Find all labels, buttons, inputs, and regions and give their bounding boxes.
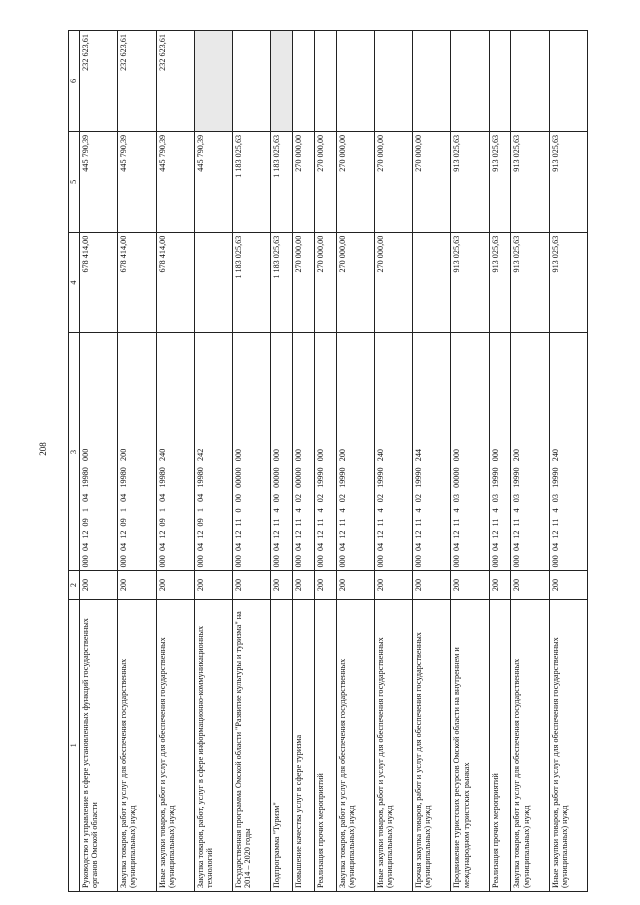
row-value-col6	[511, 31, 549, 132]
row-value-col5: 913 025,63	[451, 131, 489, 232]
row-value-col5: 913 025,63	[511, 131, 549, 232]
row-value-col6	[314, 31, 336, 132]
row-budget-code: 000 04 12 09 1 04 19980 200	[118, 333, 156, 571]
row-budget-code: 000 04 12 11 4 03 19990 000	[489, 333, 511, 571]
row-value-col4: 678 414,00	[80, 232, 118, 333]
table-row	[374, 31, 412, 892]
row-admin-code: 200	[156, 571, 194, 599]
row-admin-code: 200	[413, 571, 451, 599]
row-value-col4: 913 025,63	[489, 232, 511, 333]
table-row	[336, 31, 374, 892]
table-row	[549, 31, 587, 892]
table-row	[80, 31, 118, 892]
row-budget-code: 000 04 12 11 4 03 19990 240	[549, 333, 587, 571]
row-budget-code: 000 04 12 09 1 04 19980 242	[194, 333, 232, 571]
row-value-col5: 445 790,39	[118, 131, 156, 232]
table-row	[271, 31, 293, 892]
row-value-col5: 1 183 025,63	[271, 131, 293, 232]
row-name: Руководство и управление в сфере установленных функций государственных органов Омской области	[80, 599, 118, 891]
table-row	[156, 31, 194, 892]
row-value-col5: 445 790,39	[194, 131, 232, 232]
row-name: Прочая закупка товаров, работ и услуг для обеспечения государственных (муниципальных) нужд	[413, 599, 451, 891]
row-value-col6	[549, 31, 587, 132]
row-value-col4: 270 000,00	[336, 232, 374, 333]
row-value-col6	[413, 31, 451, 132]
row-admin-code: 200	[118, 571, 156, 599]
row-name: Повышение качества услуг в сфере туризма	[293, 599, 315, 891]
row-name: Государственная программа Омской области "Развитие культуры и туризма" на 2014 – 2020 годы	[233, 599, 271, 891]
row-budget-code: 000 04 12 11 4 00 00000 000	[271, 333, 293, 571]
row-name: Реализация прочих мероприятий	[314, 599, 336, 891]
row-admin-code: 200	[451, 571, 489, 599]
row-value-col5: 1 183 025,63	[233, 131, 271, 232]
row-budget-code: 000 04 12 11 0 00 00000 000	[233, 333, 271, 571]
table-row	[511, 31, 549, 892]
table-row	[451, 31, 489, 892]
row-admin-code: 200	[271, 571, 293, 599]
column-header: 3	[69, 333, 80, 571]
row-admin-code: 200	[549, 571, 587, 599]
row-value-col5: 913 025,63	[549, 131, 587, 232]
row-value-col6	[451, 31, 489, 132]
row-value-col5: 445 790,39	[156, 131, 194, 232]
row-budget-code: 000 04 12 09 1 04 19980 000	[80, 333, 118, 571]
row-value-col4: 913 025,63	[511, 232, 549, 333]
row-admin-code: 200	[336, 571, 374, 599]
column-header: 5	[69, 131, 80, 232]
row-name: Иные закупки товаров, работ и услуг для обеспечения государственных (муниципальных) нужд	[156, 599, 194, 891]
row-budget-code: 000 04 12 11 4 02 00000 000	[293, 333, 315, 571]
row-value-col5: 270 000,00	[314, 131, 336, 232]
row-value-col5: 270 000,00	[336, 131, 374, 232]
row-value-col6	[336, 31, 374, 132]
column-header: 1	[69, 599, 80, 891]
row-value-col4: 678 414,00	[156, 232, 194, 333]
column-header: 4	[69, 232, 80, 333]
row-value-col4: 1 183 025,63	[271, 232, 293, 333]
row-value-col6: 232 623,61	[156, 31, 194, 132]
row-value-col5: 270 000,00	[374, 131, 412, 232]
row-budget-code: 000 04 12 11 4 02 19990 244	[413, 333, 451, 571]
row-value-col5: 913 025,63	[489, 131, 511, 232]
row-value-col4: 270 000,00	[314, 232, 336, 333]
header-row	[69, 31, 80, 892]
row-value-col4: 913 025,63	[549, 232, 587, 333]
column-header: 6	[69, 31, 80, 132]
row-admin-code: 200	[194, 571, 232, 599]
row-value-col4: 270 000,00	[374, 232, 412, 333]
column-header: 2	[69, 571, 80, 599]
row-name: Закупка товаров, работ и услуг для обеспечения государственных (муниципальных) нужд	[118, 599, 156, 891]
row-admin-code: 200	[374, 571, 412, 599]
budget-table	[68, 30, 588, 892]
row-admin-code: 200	[489, 571, 511, 599]
row-name: Реализация прочих мероприятий	[489, 599, 511, 891]
row-name: Закупка товаров, работ и услуг для обеспечения государственных (муниципальных) нужд	[511, 599, 549, 891]
row-name: Продвижение туристских ресурсов Омской области на внутреннем и международном туристских рынках	[451, 599, 489, 891]
row-budget-code: 000 04 12 11 4 03 00000 000	[451, 333, 489, 571]
row-value-col6	[293, 31, 315, 132]
row-admin-code: 200	[80, 571, 118, 599]
page-number: 208	[37, 442, 48, 456]
table-row	[314, 31, 336, 892]
row-value-col5: 270 000,00	[293, 131, 315, 232]
row-budget-code: 000 04 12 11 4 02 19990 000	[314, 333, 336, 571]
row-admin-code: 200	[314, 571, 336, 599]
row-name: Иные закупки товаров, работ и услуг для обеспечения государственных (муниципальных) нужд	[549, 599, 587, 891]
table-row	[118, 31, 156, 892]
row-value-col6	[233, 31, 271, 132]
row-budget-code: 000 04 12 11 4 02 19990 200	[336, 333, 374, 571]
row-value-col4: 1 183 025,63	[233, 232, 271, 333]
table-row	[293, 31, 315, 892]
row-budget-code: 000 04 12 11 4 03 19990 200	[511, 333, 549, 571]
row-admin-code: 200	[293, 571, 315, 599]
row-name: Закупка товаров, работ и услуг для обеспечения государственных (муниципальных) нужд	[336, 599, 374, 891]
rotated-table-container	[68, 30, 588, 892]
row-value-col4: 270 000,00	[293, 232, 315, 333]
row-value-col5: 270 000,00	[413, 131, 451, 232]
row-admin-code: 200	[233, 571, 271, 599]
table-row	[194, 31, 232, 892]
table-row	[489, 31, 511, 892]
row-value-col6: 232 623,61	[80, 31, 118, 132]
row-value-col4: 913 025,63	[451, 232, 489, 333]
table-row	[413, 31, 451, 892]
row-name: Подпрограмма "Туризм"	[271, 599, 293, 891]
row-value-col4: 678 414,00	[118, 232, 156, 333]
row-name: Иные закупки товаров, работ и услуг для обеспечения государственных (муниципальных) нужд	[374, 599, 412, 891]
row-admin-code: 200	[511, 571, 549, 599]
row-value-col6	[489, 31, 511, 132]
row-value-col6	[374, 31, 412, 132]
row-value-col6: 232 623,61	[118, 31, 156, 132]
table-row	[233, 31, 271, 892]
row-value-col6	[194, 31, 232, 132]
row-budget-code: 000 04 12 11 4 02 19990 240	[374, 333, 412, 571]
row-value-col4	[194, 232, 232, 333]
row-budget-code: 000 04 12 09 1 04 19980 240	[156, 333, 194, 571]
row-name: Закупка товаров, работ, услуг в сфере информационно-коммуникационных технологий	[194, 599, 232, 891]
row-value-col4	[413, 232, 451, 333]
row-value-col5: 445 790,39	[80, 131, 118, 232]
row-value-col6	[271, 31, 293, 132]
